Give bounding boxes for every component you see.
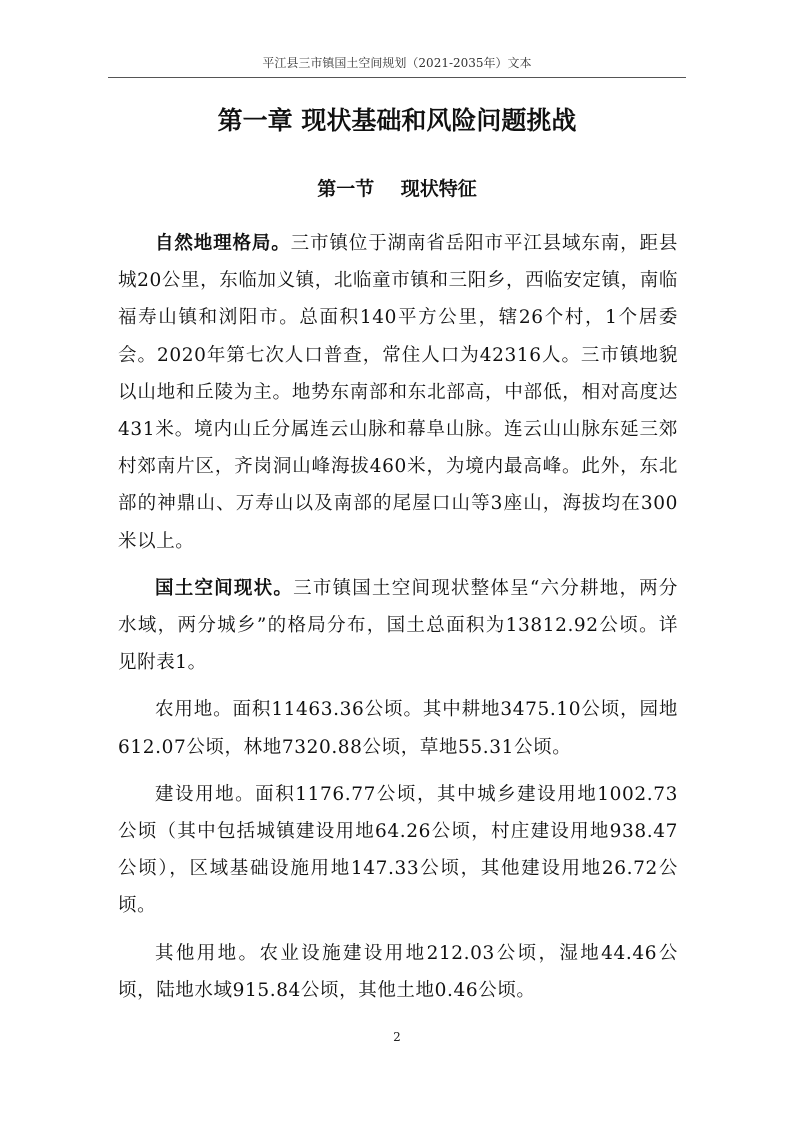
section-title: 第一节 现状特征: [317, 178, 477, 200]
paragraph-text: 其他用地。农业设施建设用地212.03公顷，湿地44.46公顷，陆地水域915.84公顷，其他土地0.46公顷。: [118, 942, 678, 1001]
page-number: 2: [393, 1030, 401, 1044]
paragraph-text: 农用地。面积11463.36公顷。其中耕地3475.10公顷，园地612.07公顷，林地7320.88公顷，草地55.31公顷。: [118, 699, 678, 758]
paragraph-lead: 自然地理格局。: [155, 233, 291, 254]
paragraph-text: 三市镇位于湖南省岳阳市平江县域东南，距县城20公里，东临加义镇，北临童市镇和三阳乡，西临安定镇，南临福寿山镇和浏阳市。总面积140平方公里，辖26个村，1个居委会。2020年第七次人口普查，常住人口为42316人。三市镇地貌以山地和丘陵为主。地势东南部和东北部高，中部低，相对高度达431米。境内山丘分属连云山脉和幕阜山脉。连云山山脉东延三郊村郊南片区，齐岗洞山峰海拔460米，为境内最高峰。此外，东北部的神鼎山、万寿山以及南部的尾屋口山等3座山，海拔均在300米以上。: [118, 233, 678, 552]
chapter-title: 第一章 现状基础和风险问题挑战: [217, 106, 577, 135]
paragraph-text: 建设用地。面积1176.77公顷，其中城乡建设用地1002.73公顷（其中包括城镇建设用地64.26公顷，村庄建设用地938.47公顷），区域基础设施用地147.33公顷，其他建设用地26.72公顷。: [118, 783, 678, 917]
body-text: [118, 225, 678, 1019]
paragraph-construction-land: [118, 776, 678, 925]
paragraph-lead: 国土空间现状。: [155, 577, 294, 599]
paragraph-land-space-status: [118, 570, 678, 682]
paragraph-natural-geography: [118, 225, 678, 560]
running-header: 平江县三市镇国土空间规划（2021-2035年）文本: [262, 56, 532, 70]
paragraph-text: 三市镇国土空间现状整体呈“六分耕地，两分水域，两分城乡”的格局分布，国土总面积为13812.92公顷。详见附表1。: [118, 577, 679, 674]
paragraph-other-land: [118, 935, 678, 1009]
header-divider: [108, 77, 686, 78]
paragraph-agricultural-land: [118, 691, 678, 765]
